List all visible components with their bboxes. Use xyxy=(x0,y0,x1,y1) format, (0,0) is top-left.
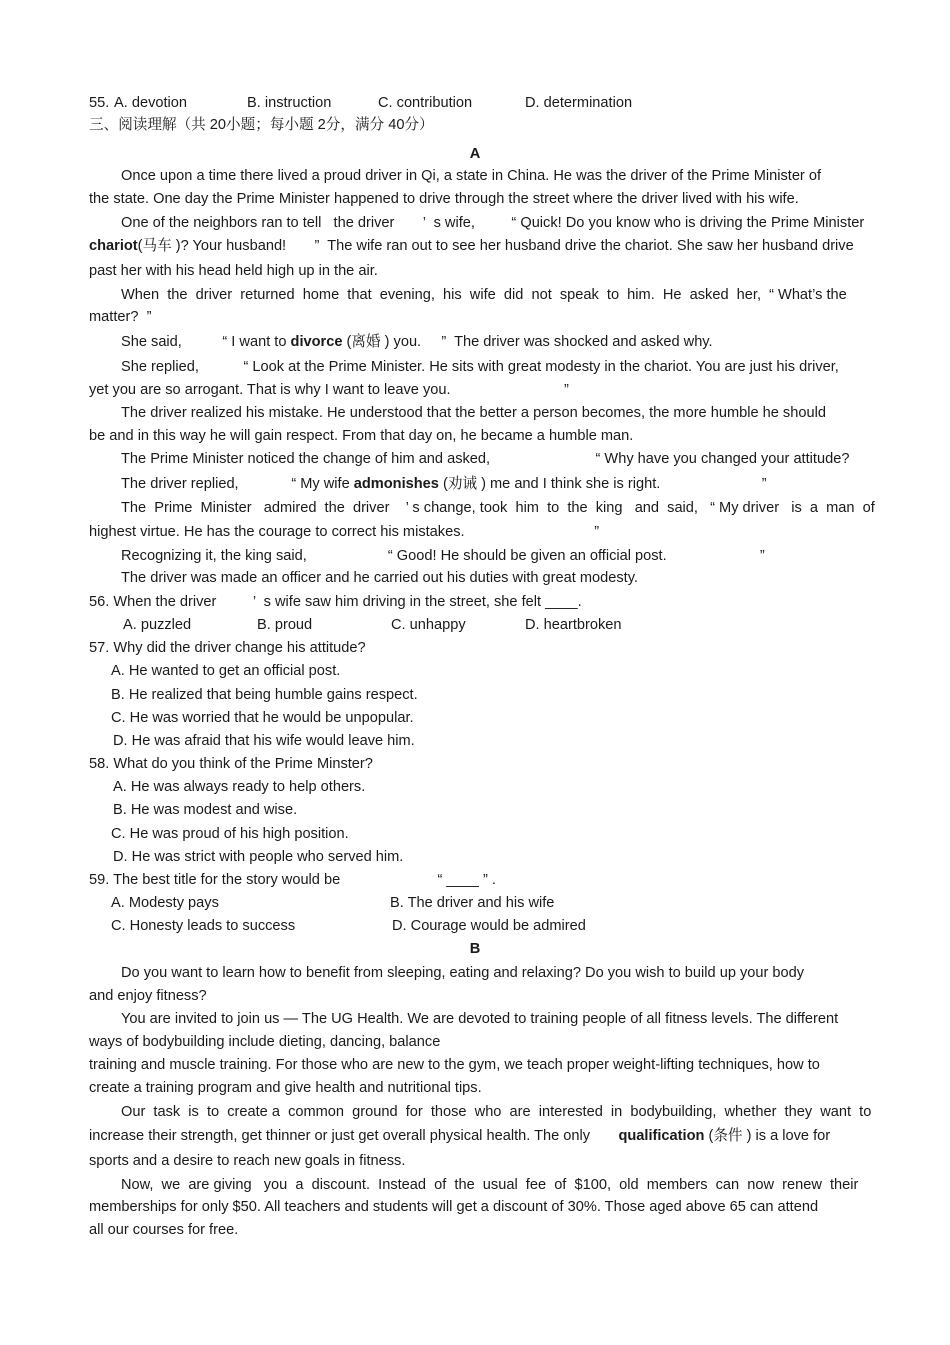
q56-option-a: A. puzzled xyxy=(123,617,192,633)
section-heading: 三、阅读理解（共 20小题；每小题 2分，满分 40分） xyxy=(89,117,434,133)
passage-a-line: The driver realized his mistake. He understood that the better a person becomes, the more humble he should xyxy=(121,405,826,421)
passage-b-line xyxy=(89,1127,830,1145)
passage-a-line: Once upon a time there lived a proud driver in Qi, a state in China. He was the driver of the Prime Minister of xyxy=(121,168,822,184)
passage-b-line: ways of bodybuilding include dieting, dancing, balance xyxy=(89,1034,441,1050)
q59-option-a: A. Modesty pays xyxy=(111,895,219,911)
passage-a-line: matter? ” xyxy=(89,309,152,325)
passage-a-line-text: The driver replied, “ My wife xyxy=(121,476,354,492)
passage-a-line: the state. One day the Prime Minister happened to drive through the street where the driver lived with his wife. xyxy=(89,191,799,207)
q57-option-a: A. He wanted to get an official post. xyxy=(111,663,341,679)
passage-b-line: all our courses for free. xyxy=(89,1222,239,1238)
q55-option-b: B. instruction xyxy=(247,95,332,111)
q58-option-d: D. He was strict with people who served him. xyxy=(113,849,404,865)
passage-a-line: When the driver returned home that evening, his wife did not speak to him. He asked her, “ What’s the xyxy=(121,287,847,303)
q58-option-c: C. He was proud of his high position. xyxy=(111,826,349,842)
passage-a-line: The Prime Minister noticed the change of him and asked, “ Why have you changed your attitude? xyxy=(121,451,850,467)
passage-a-line-text: (马车 )? Your husband! ” The wife ran out to see her husband drive the chariot. She saw her husband drive xyxy=(137,238,854,254)
q55-option-d: D. determination xyxy=(525,95,633,111)
passage-a-line: She replied, “ Look at the Prime Minister. He sits with great modesty in the chariot. You are just his driver, xyxy=(121,359,839,375)
bold-word-qualification: qualification xyxy=(618,1128,705,1144)
passage-b-line: You are invited to join us — The UG Health. We are devoted to training people of all fitness levels. The different xyxy=(121,1011,839,1027)
q55-option-a: A. devotion xyxy=(114,95,188,111)
passage-a-line-text: She said, “ I want to xyxy=(121,334,291,350)
passage-a-line: yet you are so arrogant. That is why I want to leave you. ” xyxy=(89,382,569,398)
q57-option-c: C. He was worried that he would be unpopular. xyxy=(111,710,414,726)
q55-option-c: C. contribution xyxy=(378,95,473,111)
passage-b-line: memberships for only $50. All teachers and students will get a discount of 30%. Those aged above 65 can attend xyxy=(89,1199,819,1215)
q56-stem: 56. When the driver ’ s wife saw him driving in the street, she felt ____. xyxy=(89,594,582,610)
passage-a-line: Recognizing it, the king said, “ Good! He should be given an official post. ” xyxy=(121,548,765,564)
passage-a-line: past her with his head held high up in the air. xyxy=(89,263,378,279)
q57-option-b: B. He realized that being humble gains respect. xyxy=(111,687,418,703)
bold-word-divorce: divorce xyxy=(290,334,343,350)
q59-option-c: C. Honesty leads to success xyxy=(111,918,296,934)
passage-b-line-text: increase their strength, get thinner or just get overall physical health. The only xyxy=(89,1128,619,1144)
passage-a-line: One of the neighbors ran to tell the driver ’ s wife, “ Quick! Do you know who is driving the Prime Minister xyxy=(121,215,865,231)
passage-a-line xyxy=(121,475,767,493)
passage-a-line-text: (劝诫 ) me and I think she is right. ” xyxy=(438,476,767,492)
passage-a-label: A xyxy=(469,146,481,162)
bold-word-chariot: chariot xyxy=(89,238,138,254)
passage-a-line xyxy=(121,333,713,351)
passage-b-line: and enjoy fitness? xyxy=(89,988,207,1004)
bold-word-admonishes: admonishes xyxy=(353,476,439,492)
q56-option-d: D. heartbroken xyxy=(525,617,622,633)
passage-a-line xyxy=(89,237,854,255)
q57-option-d: D. He was afraid that his wife would leave him. xyxy=(113,733,415,749)
q58-option-a: A. He was always ready to help others. xyxy=(113,779,366,795)
passage-a-line-text: (离婚 ) you. ” The driver was shocked and asked why. xyxy=(342,334,713,350)
passage-b-line-text: (条件 ) is a love for xyxy=(704,1128,831,1144)
q59-option-b: B. The driver and his wife xyxy=(390,895,555,911)
passage-b-line: Do you want to learn how to benefit from sleeping, eating and relaxing? Do you wish to build up your body xyxy=(121,965,805,981)
q58-stem: 58. What do you think of the Prime Minster? xyxy=(89,756,373,772)
q56-option-c: C. unhappy xyxy=(391,617,466,633)
passage-b-line: sports and a desire to reach new goals in fitness. xyxy=(89,1153,406,1169)
passage-b-label: B xyxy=(469,941,481,957)
passage-b-line: training and muscle training. For those who are new to the gym, we teach proper weight-lifting techniques, how to xyxy=(89,1057,820,1073)
q57-stem: 57. Why did the driver change his attitude? xyxy=(89,640,366,656)
passage-b-line: create a training program and give health and nutritional tips. xyxy=(89,1080,482,1096)
q59-option-d: D. Courage would be admired xyxy=(392,918,586,934)
q59-stem: 59. The best title for the story would be “ ____ ” . xyxy=(89,872,496,888)
q58-option-b: B. He was modest and wise. xyxy=(113,802,298,818)
passage-a-line: highest virtue. He has the courage to correct his mistakes. ” xyxy=(89,524,600,540)
passage-a-line: be and in this way he will gain respect. From that day on, he became a humble man. xyxy=(89,428,634,444)
q56-option-b: B. proud xyxy=(257,617,313,633)
passage-b-line: Now, we are giving you a discount. Instead of the usual fee of $100, old members can now renew their xyxy=(121,1177,859,1193)
passage-b-line: Our task is to create a common ground for those who are interested in bodybuilding, whether they want to xyxy=(121,1104,872,1120)
q55-number: 55. xyxy=(89,95,110,111)
passage-a-line: The Prime Minister admired the driver ’ s change, took him to the king and said, “ My driver is a man of xyxy=(121,500,875,516)
passage-a-line: The driver was made an officer and he carried out his duties with great modesty. xyxy=(121,570,638,586)
